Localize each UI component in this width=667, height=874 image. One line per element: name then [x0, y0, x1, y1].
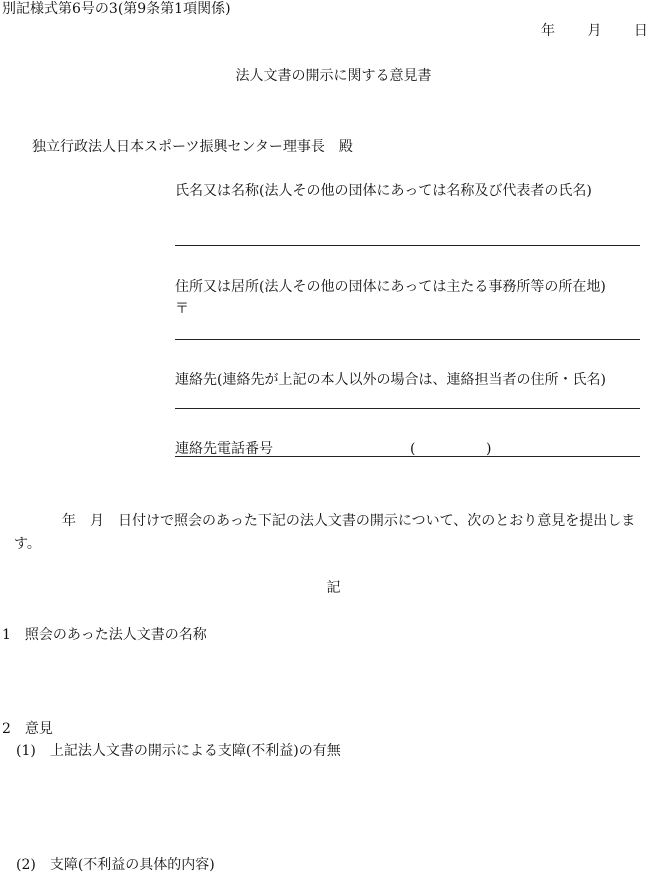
body-text-line2: す。 — [14, 536, 41, 552]
section-2-heading: 2 意見 — [2, 721, 53, 737]
ki-heading: 記 — [326, 580, 341, 596]
date-year: 年 — [541, 23, 555, 39]
phone-field-label: 連絡先電話番号 — [175, 441, 273, 457]
postal-mark: 〒 — [175, 301, 189, 317]
addressee: 独立行政法人日本スポーツ振興センター理事長 殿 — [32, 139, 353, 155]
subsection-2: (2) 支障(不利益の具体的内容) — [16, 857, 215, 873]
date-line — [541, 22, 648, 40]
address-field-label: 住所又は居所(法人その他の団体にあっては主たる事務所等の所在地) — [175, 279, 606, 295]
name-field-label: 氏名又は名称(法人その他の団体にあっては名称及び代表者の氏名) — [175, 183, 592, 199]
document-title: 法人文書の開示に関する意見書 — [235, 68, 432, 84]
address-field-line — [175, 339, 640, 340]
section-1-heading: 1 照会のあった法人文書の名称 — [2, 627, 207, 643]
phone-paren-open: ( — [410, 441, 416, 457]
body-text-line1: 年 月 日付けで照会のあった下記の法人文書の開示について、次のとおり意見を提出しま — [48, 513, 636, 529]
name-field-line — [175, 245, 640, 246]
form-reference: 別記様式第6号の3(第9条第1項関係) — [2, 1, 231, 17]
phone-paren-close: ) — [486, 441, 492, 457]
date-month: 月 — [587, 23, 602, 39]
contact-field-label: 連絡先(連絡先が上記の本人以外の場合は、連絡担当者の住所・氏名) — [175, 372, 606, 388]
contact-field-line — [175, 408, 640, 409]
date-day: 日 — [633, 23, 648, 39]
phone-field-line — [175, 456, 640, 457]
subsection-1: (1) 上記法人文書の開示による支障(不利益)の有無 — [16, 743, 341, 759]
